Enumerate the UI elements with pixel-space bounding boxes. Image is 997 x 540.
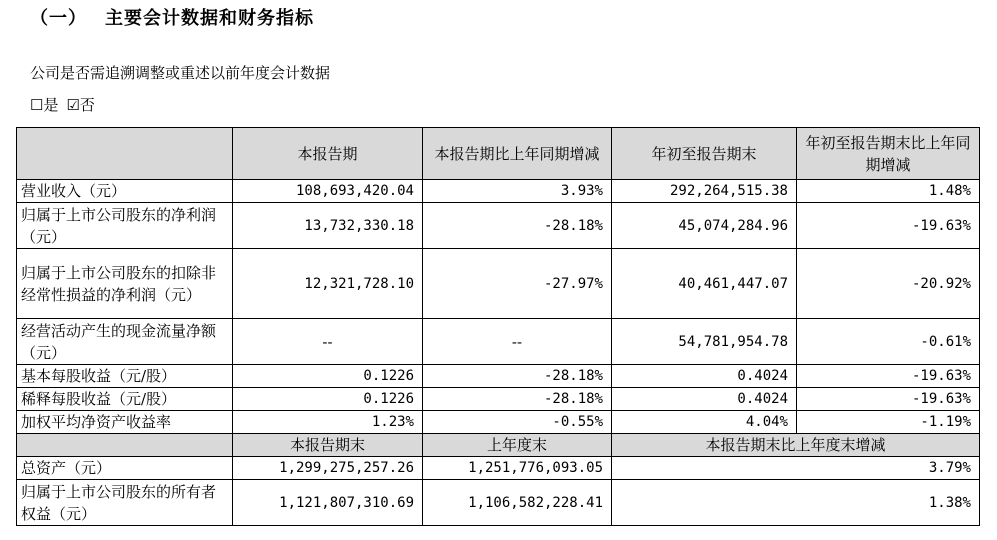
section-number: （一） bbox=[30, 8, 87, 29]
table-row bbox=[17, 249, 980, 319]
cell-value: -0.55% bbox=[423, 411, 612, 434]
option-yes-checkbox[interactable]: ☐是 bbox=[30, 96, 59, 114]
header-cell-current-period: 本报告期 bbox=[233, 128, 423, 180]
cell-value: 0.1226 bbox=[233, 365, 423, 388]
cell-value: 108,693,420.04 bbox=[233, 180, 423, 203]
restatement-question: 公司是否需追溯调整或重述以前年度会计数据 bbox=[30, 64, 331, 82]
cell-value: 1.23% bbox=[233, 411, 423, 434]
table-row bbox=[17, 180, 980, 203]
table-row bbox=[17, 388, 980, 411]
cell-value: 4.04% bbox=[612, 411, 797, 434]
section-title bbox=[30, 4, 314, 30]
header-cell-current-period-change: 本报告期比上年同期增减 bbox=[423, 128, 612, 180]
cell-value: -- bbox=[423, 319, 612, 365]
cell-value: -20.92% bbox=[797, 249, 980, 319]
cell-value: 292,264,515.38 bbox=[612, 180, 797, 203]
row-label: 归属于上市公司股东的净利润（元） bbox=[17, 203, 233, 249]
cell-value: 40,461,447.07 bbox=[612, 249, 797, 319]
header-cell-ytd: 年初至报告期末 bbox=[612, 128, 797, 180]
restatement-options bbox=[30, 94, 103, 115]
table-subheader-row bbox=[17, 434, 980, 457]
row-label: 经营活动产生的现金流量净额（元） bbox=[17, 319, 233, 365]
table-row bbox=[17, 457, 980, 480]
cell-value: -19.63% bbox=[797, 203, 980, 249]
row-label: 归属于上市公司股东的扣除非经常性损益的净利润（元） bbox=[17, 249, 233, 319]
subheader-cell-period-end: 本报告期末 bbox=[233, 434, 423, 457]
row-label: 归属于上市公司股东的所有者权益（元） bbox=[17, 480, 233, 526]
cell-value: -19.63% bbox=[797, 388, 980, 411]
table-row bbox=[17, 203, 980, 249]
section-heading: 主要会计数据和财务指标 bbox=[105, 8, 314, 29]
row-label: 总资产（元） bbox=[17, 457, 233, 480]
cell-value: 1,121,807,310.69 bbox=[233, 480, 423, 526]
cell-value: -19.63% bbox=[797, 365, 980, 388]
row-label: 营业收入（元） bbox=[17, 180, 233, 203]
cell-value: 54,781,954.78 bbox=[612, 319, 797, 365]
subheader-cell-blank bbox=[17, 434, 233, 457]
cell-value: 12,321,728.10 bbox=[233, 249, 423, 319]
cell-value: 0.4024 bbox=[612, 388, 797, 411]
subheader-cell-prior-year-end: 上年度末 bbox=[423, 434, 612, 457]
cell-value: 1.38% bbox=[612, 480, 980, 526]
table-row bbox=[17, 365, 980, 388]
cell-value: -- bbox=[233, 319, 423, 365]
table-row bbox=[17, 411, 980, 434]
row-label: 稀释每股收益（元/股） bbox=[17, 388, 233, 411]
cell-value: -28.18% bbox=[423, 388, 612, 411]
cell-value: 3.79% bbox=[612, 457, 980, 480]
cell-value: 3.93% bbox=[423, 180, 612, 203]
cell-value: 45,074,284.96 bbox=[612, 203, 797, 249]
cell-value: 1.48% bbox=[797, 180, 980, 203]
row-label: 基本每股收益（元/股） bbox=[17, 365, 233, 388]
cell-value: -27.97% bbox=[423, 249, 612, 319]
cell-value: -0.61% bbox=[797, 319, 980, 365]
cell-value: 13,732,330.18 bbox=[233, 203, 423, 249]
header-cell-ytd-change: 年初至报告期末比上年同期增减 bbox=[797, 128, 980, 180]
cell-value: 1,106,582,228.41 bbox=[423, 480, 612, 526]
cell-value: -28.18% bbox=[423, 203, 612, 249]
table-row bbox=[17, 480, 980, 526]
cell-value: 0.1226 bbox=[233, 388, 423, 411]
row-label: 加权平均净资产收益率 bbox=[17, 411, 233, 434]
cell-value: -1.19% bbox=[797, 411, 980, 434]
cell-value: 1,299,275,257.26 bbox=[233, 457, 423, 480]
financial-indicators-table bbox=[16, 127, 980, 526]
cell-value: 1,251,776,093.05 bbox=[423, 457, 612, 480]
subheader-cell-change: 本报告期末比上年度末增减 bbox=[612, 434, 980, 457]
option-no-checkbox[interactable]: ☑否 bbox=[66, 96, 95, 114]
table-header-row bbox=[17, 128, 980, 180]
table-row bbox=[17, 319, 980, 365]
header-cell-blank bbox=[17, 128, 233, 180]
cell-value: 0.4024 bbox=[612, 365, 797, 388]
cell-value: -28.18% bbox=[423, 365, 612, 388]
